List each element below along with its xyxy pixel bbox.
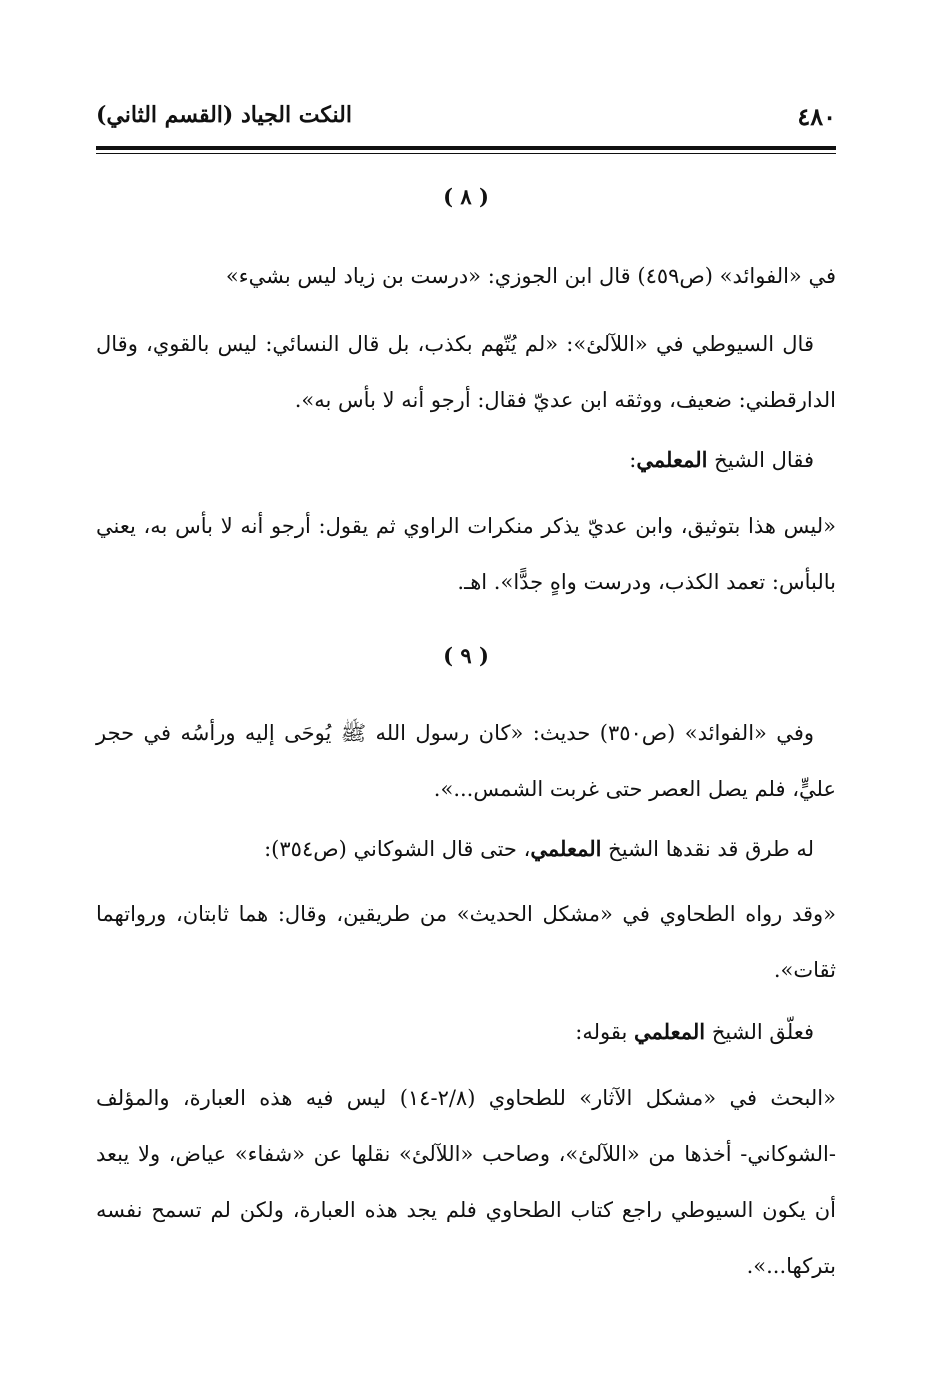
page-number: ٤٨٠ <box>797 102 836 131</box>
paragraph-text: بقوله: <box>575 1020 635 1044</box>
paragraph-text: ، حتى قال الشوكاني (ص٣٥٤): <box>264 837 531 861</box>
book-title: النكت الجياد (القسم الثاني) <box>96 102 352 128</box>
paragraph-text: له طرق قد نقدها الشيخ <box>601 837 814 861</box>
paragraph-text: : <box>629 448 637 472</box>
page-header <box>96 98 836 142</box>
paragraph: في «الفوائد» (ص٤٥٩) قال ابن الجوزي: «درست بن زياد ليس بشيء» <box>225 264 836 288</box>
author-name: المعلمي <box>530 836 602 861</box>
header-rule-thick <box>96 146 836 150</box>
paragraph <box>96 1004 836 1060</box>
paragraph: قال السيوطي في «اللآلئ»: «لم يُتّهم بكذب، بل قال النسائي: ليس بالقوي، وقال الدارقطني: ضعيف، ووثقه ابن عديّ فقال: أرجو أنه لا بأس به». <box>96 332 836 412</box>
header-rule-thin <box>96 153 836 154</box>
author-name: المعلمي <box>636 447 708 472</box>
quote-paragraph: «وقد رواه الطحاوي في «مشكل الحديث» من طريقين، وقال: هما ثابتان، ورواتهما ثقات». <box>96 902 836 982</box>
section-number: ( ٩ ) <box>443 643 489 668</box>
paragraph <box>96 821 836 877</box>
section-number: ( ٨ ) <box>443 184 489 209</box>
author-name: المعلمي <box>634 1019 706 1044</box>
paragraph <box>96 432 836 488</box>
paragraph: وفي «الفوائد» (ص٣٥٠) حديث: «كان رسول الله ﷺ يُوحَى إليه ورأسُه في حجر عليٍّ، فلم يصل العصر حتى غربت الشمس...». <box>96 721 836 801</box>
quote-paragraph: «البحث في «مشكل الآثار» للطحاوي (٢/٨-١٤) ليس فيه هذه العبارة، والمؤلف -الشوكاني- أخذها من «اللآلئ»، وصاحب «اللآلئ» نقلها عن «شفاء» عياض، ولا يبعد أن يكون السيوطي راجع كتاب الطحاوي فلم يجد هذه العبارة، ولكن لم تسمح نفسه بتركها...». <box>96 1086 836 1278</box>
paragraph-text: فعلّق الشيخ <box>705 1020 814 1044</box>
paragraph-text: فقال الشيخ <box>707 448 814 472</box>
quote-paragraph: «ليس هذا بتوثيق، وابن عديّ يذكر منكرات الراوي ثم يقول: أرجو أنه لا بأس به، يعني بالبأس: تعمد الكذب، ودرست واهٍ جدًّا». اهـ. <box>96 514 836 594</box>
